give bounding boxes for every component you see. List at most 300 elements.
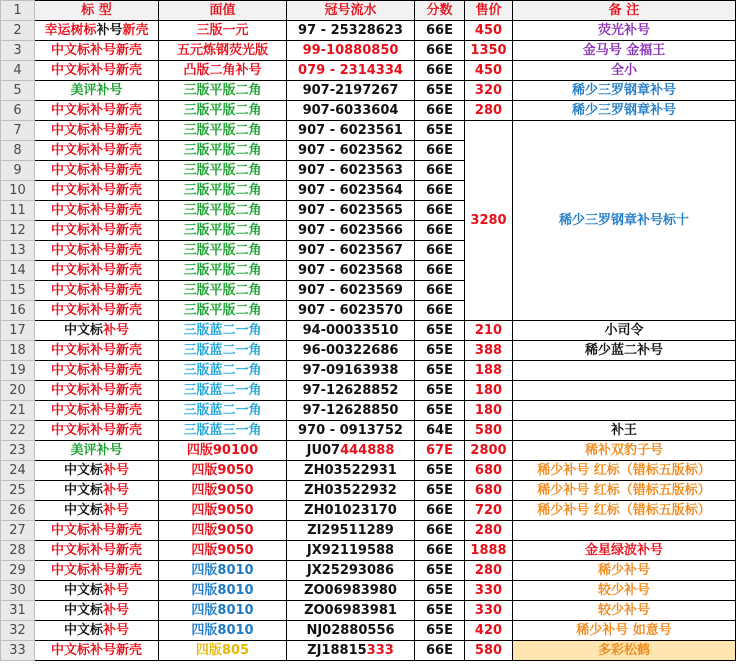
score-cell[interactable] [415,321,465,341]
serial-text: 907 - 6023566 [298,223,403,238]
serial-cell[interactable] [287,321,415,341]
serial-cell[interactable] [287,441,415,461]
type-cell[interactable] [35,521,159,541]
price-text: 320 [474,83,503,98]
price-cell[interactable] [465,541,513,561]
score-cell[interactable] [415,561,465,581]
serial-cell[interactable] [287,401,415,421]
value-text: 三版蓝二一角 [183,403,262,418]
serial-cell[interactable] [287,561,415,581]
price-cell[interactable] [465,461,513,481]
value-cell[interactable] [159,301,287,321]
serial-cell[interactable] [287,621,415,641]
serial-cell[interactable] [287,541,415,561]
value-cell[interactable] [159,421,287,441]
score-cell[interactable] [415,541,465,561]
value-cell[interactable] [159,101,287,121]
price-cell[interactable] [465,321,513,341]
value-cell[interactable] [159,81,287,101]
score-cell[interactable] [415,241,465,261]
type-cell[interactable] [35,321,159,341]
type-cell[interactable] [35,81,159,101]
note-cell[interactable] [513,601,736,621]
value-cell[interactable] [159,201,287,221]
serial-cell[interactable] [287,301,415,321]
row-number-label: 9 [13,163,22,178]
value-cell[interactable] [159,441,287,461]
row-number-label: 29 [9,563,26,578]
type-cell[interactable] [35,621,159,641]
price-cell[interactable] [465,601,513,621]
row-number-label: 19 [9,363,26,378]
price-cell[interactable] [465,41,513,61]
score-cell[interactable] [415,601,465,621]
value-text: 9050 [217,543,254,558]
row-number-label: 6 [13,103,22,118]
header-price[interactable] [465,1,513,21]
price-text: 180 [474,403,503,418]
serial-cell[interactable] [287,461,415,481]
value-cell[interactable] [159,41,287,61]
row-number-label: 27 [9,523,26,538]
score-cell[interactable] [415,181,465,201]
type-cell[interactable] [35,641,159,661]
table-row [1,421,736,441]
note-cell[interactable] [513,621,736,641]
serial-cell[interactable] [287,341,415,361]
value-text: 四版 [191,623,218,638]
serial-cell[interactable] [287,501,415,521]
price-cell[interactable] [465,621,513,641]
score-cell[interactable] [415,301,465,321]
price-text: 680 [474,463,503,478]
table-row [1,621,736,641]
row-number[interactable] [1,281,35,301]
row-number[interactable] [1,581,35,601]
serial-cell[interactable] [287,141,415,161]
note-text: 稀少蓝二补号 [584,343,663,358]
type-cell[interactable] [35,601,159,621]
header-price-label: 售价 [475,3,502,18]
value-cell[interactable] [159,621,287,641]
price-text: 280 [474,563,503,578]
price-cell[interactable] [465,401,513,421]
type-cell[interactable] [35,381,159,401]
value-text: 四版 [195,643,222,658]
type-cell[interactable] [35,501,159,521]
score-cell[interactable] [415,521,465,541]
note-cell[interactable] [513,581,736,601]
note-cell[interactable] [513,421,736,441]
serial-cell[interactable] [287,481,415,501]
type-cell[interactable] [35,21,159,41]
score-cell[interactable] [415,41,465,61]
type-text: 补号 [103,503,130,518]
serial-cell[interactable] [287,41,415,61]
price-cell[interactable] [465,441,513,461]
note-text: 稀少补号 红标（错标五版标） [537,503,711,518]
row-number[interactable] [1,201,35,221]
serial-text: 99-10880850 [302,43,399,58]
type-text: 美评补号 [70,83,123,98]
price-cell[interactable] [465,381,513,401]
serial-cell[interactable] [287,581,415,601]
price-cell[interactable] [465,21,513,41]
score-text: 66E [426,163,453,178]
score-cell[interactable] [415,421,465,441]
row-number[interactable] [1,1,35,21]
row-number[interactable] [1,321,35,341]
row-number[interactable] [1,61,35,81]
serial-cell[interactable] [287,221,415,241]
row-number[interactable] [1,541,35,561]
value-cell[interactable] [159,481,287,501]
type-text: 中文标补号新壳 [50,363,142,378]
type-cell[interactable] [35,461,159,481]
price-cell[interactable] [465,521,513,541]
serial-cell[interactable] [287,281,415,301]
score-cell[interactable] [415,161,465,181]
row-number[interactable] [1,501,35,521]
score-cell[interactable] [415,361,465,381]
row-number-label: 23 [9,443,26,458]
type-cell[interactable] [35,61,159,81]
score-cell[interactable] [415,621,465,641]
table-row [1,121,736,141]
serial-text: 907 - 6023568 [298,263,403,278]
serial-cell[interactable] [287,61,415,81]
value-text: 五元炼钢荧光版 [176,43,268,58]
serial-cell[interactable] [287,81,415,101]
note-cell[interactable] [513,381,736,401]
type-cell[interactable] [35,201,159,221]
type-cell[interactable] [35,181,159,201]
score-text: 65E [426,583,453,598]
type-cell[interactable] [35,481,159,501]
type-cell[interactable] [35,281,159,301]
serial-cell[interactable] [287,21,415,41]
row-number[interactable] [1,381,35,401]
serial-cell[interactable] [287,121,415,141]
type-text: 中文标补号新壳 [50,243,142,258]
note-cell[interactable] [513,501,736,521]
value-cell[interactable] [159,501,287,521]
serial-cell[interactable] [287,381,415,401]
value-cell[interactable] [159,461,287,481]
price-text: 420 [474,623,503,638]
type-text: 中文标 [63,603,103,618]
serial-text: 907-6033604 [302,103,399,118]
serial-cell[interactable] [287,601,415,621]
score-text: 65E [426,323,453,338]
type-text: 幸运树标 [44,23,97,38]
value-text: 805 [221,643,250,658]
value-cell[interactable] [159,161,287,181]
row-number[interactable] [1,601,35,621]
value-cell[interactable] [159,341,287,361]
score-cell[interactable] [415,101,465,121]
serial-cell[interactable] [287,161,415,181]
serial-cell[interactable] [287,521,415,541]
row-number[interactable] [1,261,35,281]
value-cell[interactable] [159,601,287,621]
value-text: 8010 [217,583,254,598]
type-cell[interactable] [35,261,159,281]
note-text: 稀少补号 红标（错标五版标） [537,463,711,478]
score-text: 65E [426,343,453,358]
price-cell[interactable] [465,61,513,81]
note-cell[interactable] [513,541,736,561]
type-text: 中文标补号新壳 [50,263,142,278]
type-text: 补号 [103,463,130,478]
value-cell[interactable] [159,581,287,601]
row-number[interactable] [1,641,35,661]
header-type[interactable] [35,1,159,21]
row-number[interactable] [1,241,35,261]
price-text: 188 [474,363,503,378]
merged-note-cell[interactable] [513,121,736,321]
value-text: 9050 [217,463,254,478]
value-text: 三版平版二角 [183,163,262,178]
value-cell[interactable] [159,361,287,381]
score-cell[interactable] [415,501,465,521]
note-cell[interactable] [513,61,736,81]
serial-text: ZO06983980 [304,583,397,598]
note-cell[interactable] [513,441,736,461]
value-cell[interactable] [159,401,287,421]
score-cell[interactable] [415,481,465,501]
type-cell[interactable] [35,241,159,261]
row-number[interactable] [1,561,35,581]
value-text: 9050 [217,483,254,498]
type-cell[interactable] [35,401,159,421]
table-row [1,461,736,481]
price-text: 330 [474,603,503,618]
type-text: 中文标 [63,623,103,638]
score-cell[interactable] [415,221,465,241]
price-cell[interactable] [465,361,513,381]
header-note[interactable] [513,1,736,21]
note-text: 稀少三罗钢章补号 [571,103,676,118]
serial-cell[interactable] [287,101,415,121]
score-cell[interactable] [415,581,465,601]
serial-cell[interactable] [287,201,415,221]
value-cell[interactable] [159,541,287,561]
note-cell[interactable] [513,341,736,361]
row-number-label: 2 [13,23,22,38]
row-number[interactable] [1,361,35,381]
score-cell[interactable] [415,121,465,141]
serial-text: 97-09163938 [302,363,399,378]
type-cell[interactable] [35,41,159,61]
row-number[interactable] [1,461,35,481]
header-serial[interactable] [287,1,415,21]
price-cell[interactable] [465,421,513,441]
row-number[interactable] [1,341,35,361]
header-score[interactable] [415,1,465,21]
note-cell[interactable] [513,361,736,381]
score-cell[interactable] [415,641,465,661]
score-cell[interactable] [415,381,465,401]
row-number-label: 21 [9,403,26,418]
value-text: 三版平版二角 [183,303,262,318]
type-text: 中文标补号新壳 [50,183,142,198]
score-cell[interactable] [415,201,465,221]
score-cell[interactable] [415,401,465,421]
type-cell[interactable] [35,101,159,121]
serial-text: 97-12628850 [302,403,399,418]
price-text: 680 [474,483,503,498]
serial-cell[interactable] [287,361,415,381]
price-cell[interactable] [465,81,513,101]
price-cell[interactable] [465,501,513,521]
note-cell[interactable] [513,101,736,121]
row-number[interactable] [1,521,35,541]
merged-price-text: 3280 [470,213,507,228]
type-cell[interactable] [35,141,159,161]
score-text: 67E [426,443,453,458]
score-cell[interactable] [415,141,465,161]
price-cell[interactable] [465,481,513,501]
row-number-label: 24 [9,463,26,478]
score-cell[interactable] [415,21,465,41]
value-cell[interactable] [159,61,287,81]
value-cell[interactable] [159,241,287,261]
value-text: 三版一元 [196,23,249,38]
value-cell[interactable] [159,141,287,161]
value-cell[interactable] [159,121,287,141]
value-cell[interactable] [159,381,287,401]
score-cell[interactable] [415,81,465,101]
note-cell[interactable] [513,21,736,41]
score-cell[interactable] [415,461,465,481]
price-cell[interactable] [465,581,513,601]
row-number[interactable] [1,21,35,41]
price-cell[interactable] [465,341,513,361]
serial-cell[interactable] [287,421,415,441]
row-number[interactable] [1,81,35,101]
score-cell[interactable] [415,61,465,81]
table-row [1,21,736,41]
value-text: 四版 [186,443,213,458]
note-cell[interactable] [513,521,736,541]
serial-text: 444888 [340,443,395,458]
type-cell[interactable] [35,441,159,461]
type-text: 中文标补号新壳 [50,283,142,298]
note-cell[interactable] [513,81,736,101]
type-cell[interactable] [35,361,159,381]
type-cell[interactable] [35,221,159,241]
row-number-label: 31 [9,603,26,618]
note-text: 较少补号 [597,583,650,598]
serial-cell[interactable] [287,181,415,201]
merged-price-cell[interactable] [465,121,513,321]
note-text: 全小 [610,63,637,78]
row-number[interactable] [1,401,35,421]
row-number[interactable] [1,41,35,61]
value-text: 9050 [217,503,254,518]
value-cell[interactable] [159,181,287,201]
score-cell[interactable] [415,261,465,281]
row-number[interactable] [1,161,35,181]
score-cell[interactable] [415,281,465,301]
price-cell[interactable] [465,641,513,661]
note-cell[interactable] [513,41,736,61]
price-cell[interactable] [465,101,513,121]
table-row [1,581,736,601]
type-cell[interactable] [35,161,159,181]
row-number[interactable] [1,101,35,121]
row-number[interactable] [1,421,35,441]
row-number-label: 3 [13,43,22,58]
value-text: 8010 [217,603,254,618]
row-number[interactable] [1,481,35,501]
serial-cell[interactable] [287,641,415,661]
price-text: 580 [474,423,503,438]
value-cell[interactable] [159,641,287,661]
table-row [1,361,736,381]
type-cell[interactable] [35,121,159,141]
row-number[interactable] [1,441,35,461]
value-cell[interactable] [159,521,287,541]
row-number[interactable] [1,621,35,641]
serial-cell[interactable] [287,261,415,281]
table-row [1,341,736,361]
serial-text: 970 - 0913752 [298,423,403,438]
value-cell[interactable] [159,281,287,301]
merged-note-text: 稀少三罗钢章补号标十 [558,213,689,228]
value-cell[interactable] [159,21,287,41]
serial-text: ZJ18815 [307,643,367,658]
score-cell[interactable] [415,441,465,461]
type-text: 中文标补号新壳 [50,143,142,158]
score-cell[interactable] [415,341,465,361]
value-cell[interactable] [159,561,287,581]
type-cell[interactable] [35,561,159,581]
value-cell[interactable] [159,321,287,341]
note-cell[interactable] [513,481,736,501]
type-cell[interactable] [35,581,159,601]
type-cell[interactable] [35,301,159,321]
serial-text: ZH01023170 [304,503,397,518]
serial-text: ZI29511289 [307,523,394,538]
value-cell[interactable] [159,261,287,281]
table-row [1,401,736,421]
row-number[interactable] [1,141,35,161]
type-cell[interactable] [35,421,159,441]
note-cell[interactable] [513,461,736,481]
note-cell[interactable] [513,321,736,341]
note-cell[interactable] [513,401,736,421]
row-number[interactable] [1,121,35,141]
serial-cell[interactable] [287,241,415,261]
row-number[interactable] [1,181,35,201]
value-text: 90100 [212,443,259,458]
serial-text: 907-2197267 [302,83,399,98]
note-cell[interactable] [513,561,736,581]
score-text: 65E [426,463,453,478]
note-text: 稀少补号 红标（错标五版标） [537,483,711,498]
value-cell[interactable] [159,221,287,241]
note-text: 荧光补号 [597,23,650,38]
type-cell[interactable] [35,541,159,561]
header-value[interactable] [159,1,287,21]
row-number[interactable] [1,301,35,321]
price-cell[interactable] [465,561,513,581]
note-cell[interactable] [513,641,736,661]
row-number[interactable] [1,221,35,241]
type-cell[interactable] [35,341,159,361]
